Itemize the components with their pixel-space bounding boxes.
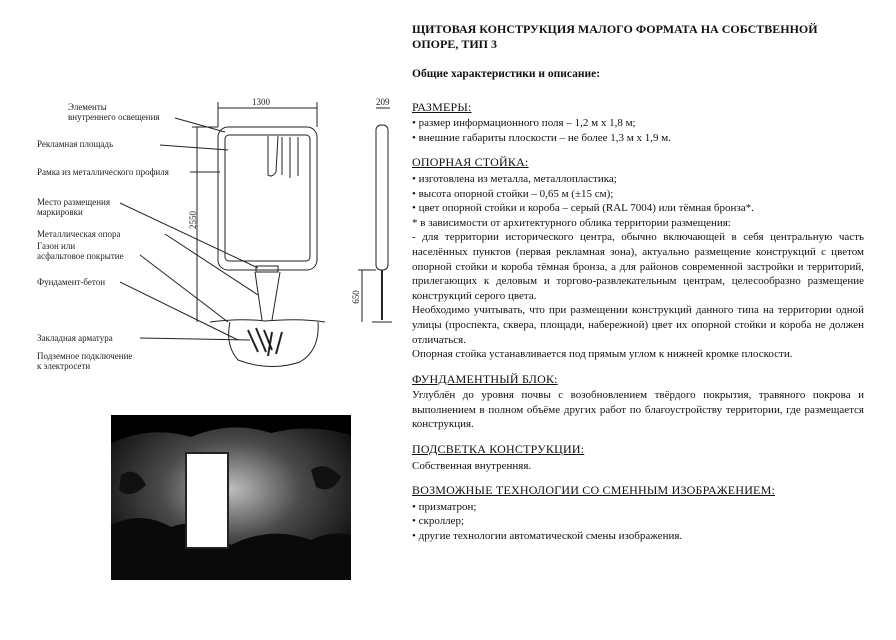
callout-text: к электросети bbox=[37, 361, 91, 371]
rebar-lines bbox=[248, 328, 282, 356]
callout-marking bbox=[37, 197, 110, 217]
leader-line bbox=[165, 234, 258, 295]
callout-text: Подземное подключение bbox=[37, 351, 133, 361]
section-heading: ОПОРНАЯ СТОЙКА: bbox=[412, 155, 529, 170]
leader-line bbox=[140, 255, 228, 322]
callout-cable bbox=[37, 351, 132, 371]
night-photo bbox=[111, 415, 351, 580]
callout-text: внутреннего освещения bbox=[68, 112, 160, 122]
marking-plate bbox=[256, 266, 278, 272]
dim-width-label: 1300 bbox=[252, 97, 270, 107]
callout-text: асфальтовое покрытие bbox=[37, 251, 124, 261]
list-item: • высота опорной стойки – 0,65 м (±15 см); bbox=[412, 187, 864, 202]
paragraph: - для территории исторического центра, обычно включающей в себя центральную часть населённых пунктов (первая рекламная зона), актуально размещение конструкций с цветом опорной стойки и короба тёмная бронза, а для районов современной застройки и территорий, прилегающих к деловым и торгово-развлекательным центрам, целесообразно размещение конструкций серого цвета. bbox=[412, 231, 864, 302]
leader-line bbox=[120, 282, 238, 340]
title-line: ОПОРЕ, ТИП 3 bbox=[412, 37, 498, 51]
section-technologies bbox=[412, 483, 864, 543]
callout-text: Элементы bbox=[68, 102, 107, 112]
list-item: • изготовлена из металла, металлопластика; bbox=[412, 172, 864, 187]
bullet-list bbox=[412, 500, 864, 544]
dim-depth-label: 209 bbox=[376, 97, 390, 107]
section-heading: РАЗМЕРЫ: bbox=[412, 99, 472, 114]
night-photo-svg bbox=[111, 415, 351, 580]
callout-ad-area: Рекламная площадь bbox=[37, 139, 114, 149]
title-line: ЩИТОВАЯ КОНСТРУКЦИЯ МАЛОГО ФОРМАТА НА СОБСТВЕННОЙ bbox=[412, 22, 818, 36]
document-subtitle: Общие характеристики и описание: bbox=[412, 68, 601, 80]
callout-lawn bbox=[37, 241, 124, 261]
list-item: • внешние габариты плоскости – не более 1,3 м х 1,9 м. bbox=[412, 131, 864, 146]
side-view-board bbox=[376, 125, 388, 270]
list-item: • призматрон; bbox=[412, 500, 864, 515]
note-text: * в зависимости от архитектурного облика территории размещения: bbox=[412, 216, 731, 229]
callout-frame: Рамка из металлического профиля bbox=[37, 167, 169, 177]
section-lighting bbox=[412, 442, 864, 473]
list-item: • другие технологии автоматической смены изображения. bbox=[412, 529, 864, 544]
section-heading: ВОЗМОЖНЫЕ ТЕХНОЛОГИИ СО СМЕННЫМ ИЗОБРАЖЕНИЕМ: bbox=[412, 483, 775, 498]
lit-board bbox=[186, 453, 228, 548]
callout-text: Место размещения bbox=[37, 197, 110, 207]
paragraph: Опорная стойка устанавливается под прямым углом к нижней кромке плоскости. bbox=[412, 348, 793, 361]
poster-peel bbox=[268, 136, 278, 176]
foundation-outline bbox=[229, 322, 319, 367]
callout-pole: Металлическая опора bbox=[37, 229, 121, 239]
technical-drawing bbox=[0, 0, 400, 400]
section-foundation bbox=[412, 372, 864, 432]
section-sizes bbox=[412, 100, 864, 146]
document-title bbox=[412, 22, 864, 52]
paragraph: Необходимо учитывать, что при размещении конструкций данного типа на территории одной улицы (проспекта, сквера, площади, набережной) цвет их опорной стойки и короба не должен отличаться. bbox=[412, 304, 864, 346]
bullet-list bbox=[412, 116, 864, 145]
section-heading: ПОДСВЕТКА КОНСТРУКЦИИ: bbox=[412, 442, 585, 457]
pole-outline bbox=[255, 272, 280, 320]
callout-rebar: Закладная арматура bbox=[37, 333, 113, 343]
callout-text: Газон или bbox=[37, 241, 76, 251]
callout-text: маркировки bbox=[37, 207, 83, 217]
callout-lighting bbox=[68, 102, 160, 122]
paragraph: Углублён до уровня почвы с возобновлением твёрдого покрытия, травяного покрова и выполнением в полном объёме других работ по благоустройству территории, где размещается конструкция. bbox=[412, 389, 864, 431]
dim-height-label: 2550 bbox=[188, 211, 198, 229]
list-item: • скроллер; bbox=[412, 514, 864, 529]
list-item: • размер информационного поля – 1,2 м х 1,8 м; bbox=[412, 116, 864, 131]
bullet-list bbox=[412, 172, 864, 216]
section-heading: ФУНДАМЕНТНЫЙ БЛОК: bbox=[412, 371, 558, 386]
document-text bbox=[412, 22, 864, 554]
dim-pole-label: 650 bbox=[350, 290, 361, 304]
paragraph: Собственная внутренняя. bbox=[412, 459, 532, 472]
section-pole bbox=[412, 155, 864, 361]
list-item: • цвет опорной стойки и короба – серый (RAL 7004) или тёмная бронза*. bbox=[412, 201, 864, 216]
callout-foundation: Фундамент-бетон bbox=[37, 277, 106, 287]
